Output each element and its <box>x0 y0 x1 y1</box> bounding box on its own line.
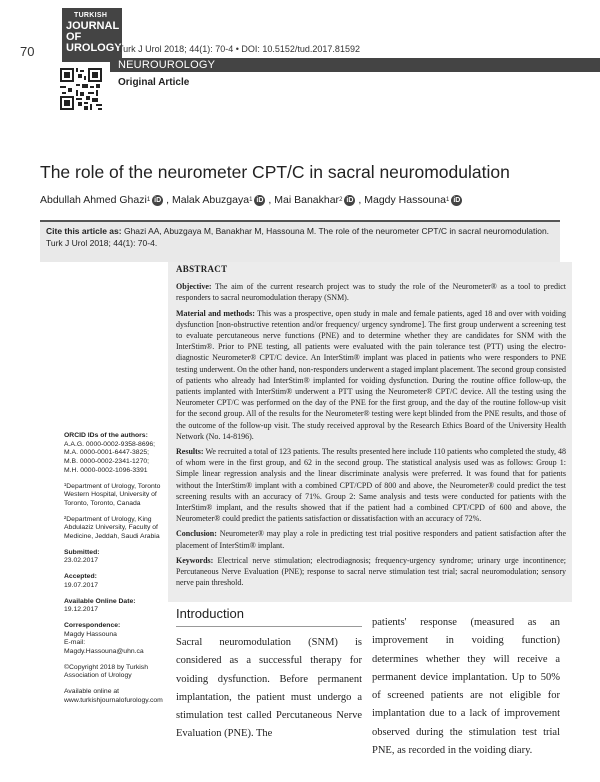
journal-citation: Turk J Urol 2018; 44(1): 70-4 • DOI: 10.5152/tud.2017.81592 <box>118 44 360 54</box>
orcid-label: ORCID IDs of the authors: <box>64 432 148 439</box>
affiliation-1: ¹Department of Urology, Toronto Western Hospital, University of Toronto, Toronto, Canada <box>64 482 161 507</box>
journal-logo-line1: TURKISH <box>74 12 108 19</box>
orcid-icon[interactable]: iD <box>256 196 264 204</box>
author-affiliation: 1 <box>146 197 151 203</box>
cite-text: Ghazi AA, Abuzgaya M, Banakhar M, Hassouna M. The role of the neurometer CPT/C in sacral neuromodulation. Turk J Urol 2018; 44(1): 70-4. <box>46 226 550 248</box>
correspondence-email[interactable]: Magdy.Hassouna@uhn.ca <box>64 648 144 656</box>
author-affiliation: 1 <box>249 197 253 203</box>
author-name: Abdullah Ahmed Ghazi <box>40 194 147 206</box>
heading-divider <box>176 626 362 627</box>
journal-logo <box>62 8 122 62</box>
abstract-keywords: Keywords: Electrical nerve stimulation; electrodiagnosis; frequency-urgency syndrome; urinary urge incontinence; Percutaneous Nerve Evaluation (PNE); response to sacral nerve stimulation test trial; sacral neuromodulation; sensory nerve pain threshold. <box>176 555 566 588</box>
cite-label: Cite this article as: <box>46 226 122 236</box>
introduction-heading: Introduction <box>176 606 244 621</box>
article-sidebar <box>64 432 166 713</box>
journal-url-link[interactable]: www.turkishjournalofurology.com <box>64 696 163 704</box>
author-list: Abdullah Ahmed Ghazi 1 iD , Malak Abuzgaya 1 iD , Mai Banakhar 2 iD , Magdy Hassouna 1 iD <box>40 194 461 206</box>
orcid-line: A.A.G. 0000-0002-9358-8696; <box>64 440 156 448</box>
journal-logo-line3: UROLOGY <box>66 41 122 54</box>
abstract-objective: Objective: The aim of the current research project was to study the role of the Neurometer® as a tool to predict responders to sacral neuromodulation therapy (SNM). <box>176 282 566 303</box>
section-bar <box>110 58 600 72</box>
article-title: The role of the neurometer CPT/C in sacral neuromodulation <box>40 162 510 182</box>
article-type: Original Article <box>118 77 190 88</box>
submitted-date: Submitted: 23.02.2017 <box>64 548 100 565</box>
orcid-block <box>64 432 166 476</box>
abstract-methods: Material and methods: This was a prospective, open study in male and female patients, aged 18 and over with voiding dysfunction [non-obstructive retention and/or frequency/ urgency syndrome]. The first group underwent a screening test to evaluate percutaneous nerve functions (PNE) and to determine whether they are candidates for SNM with the InterStim®. Prior to PNE testing, all patients were evaluated with the pain tolerance test (PTT) using the electro-diagnostic Neurometer® CPT/C device. An InterStim® implant was placed in patients who were responders to PNE testing underwent. On the other hand, non-responders underwent a staged implant placement. The second group consisted of patients who already had InterStim® implanted for voiding dysfunction. During the routine office follow-up, the patients implanted with InterStim® underwent a PTT using the Neurometer® CPT/C device. All the testing using the Neurometer CPT/C was performed on the day of the PNE for the first group, and the day of the routine follow-up visit for the second group. All of the results for the Neurometer® testing were kept blinded from the PNE results, and those of the outcome of the follow-up visit. The study received approval by the Research Ethics Board of the University Health Network (No. 14-8196). <box>176 308 567 441</box>
available-online: Available online at www.turkishjournalofurology.com <box>64 688 163 704</box>
copyright: ©Copyright 2018 by Turkish Association of Urology <box>64 663 148 680</box>
orcid-line: M.H. 0000-0002-1096-3391 <box>64 466 148 474</box>
online-date: Available Online Date: 19.12.2017 <box>64 597 136 614</box>
correspondence: Correspondence: Magdy Hassouna E-mail: Magdy.Hassouna@uhn.ca <box>64 621 144 656</box>
section-label: NEUROUROLOGY <box>118 59 216 71</box>
orcid-icon[interactable]: iD <box>154 196 162 204</box>
accepted-date: Accepted: 19.07.2017 <box>64 573 99 589</box>
author-name: Mai Banakhar <box>274 194 340 206</box>
journal-logo-line2: JOURNAL OF <box>66 19 119 43</box>
abstract-results: Results: We recruited a total of 123 patients. The results presented here include 110 patients who completed the study, 48 of whom were in the first group, and 62 in the second group. The statistical analysis used was as follows: Group 1: Simple linear regression analysis and the linear discriminate analysis were preferred. It was found that for patients without the InterStim® implant with a combined CPT/CPD of 800 and above, the Neurometer® could predict the test screening results with an accuracy of 71%. Group 2: Same analysis and tests were conducted for patients with the InterStim® implant, and the results showed that if the patient had a combined CPT/CPD of 600 and above, the Neurometer® could predict the patients satisfaction or dissatisfaction with an accuracy of 72%. <box>176 447 566 524</box>
author-name: Malak Abuzgaya <box>172 194 250 206</box>
orcid-line: M.A. 0000-0001-6447-3825; <box>64 449 150 457</box>
author-name: Magdy Hassouna <box>364 194 446 206</box>
orcid-icon[interactable]: iD <box>453 196 461 204</box>
abstract-conclusion: Conclusion: Neurometer® may play a role in predicting test trial positive responders and patient satisfaction after the placement of InterStim® implant. <box>176 529 566 550</box>
abstract-box <box>168 262 572 602</box>
qr-code-icon <box>60 68 102 110</box>
intro-column-1: Sacral neuromodulation (SNM) is considered as a successful therapy for voiding dysfunction. Before permanent implantation, the patient must undergo a stimulation test called Percutaneous Nerve Evaluation (PNE). The <box>176 637 362 740</box>
affiliation-2: ²Department of Urology, King Abdulaziz University, Faculty of Medicine, Jeddah, Saudi Arabia <box>64 515 160 541</box>
author-affiliation: 1 <box>445 197 450 203</box>
abstract-heading: ABSTRACT <box>176 264 228 274</box>
cite-box <box>40 220 560 262</box>
page-number: 70 <box>20 44 35 59</box>
author-affiliation: 2 <box>339 197 343 203</box>
orcid-icon[interactable]: iD <box>346 196 354 204</box>
intro-column-2: patients' response (measured as an improvement in voiding function) determines whether they will receive a permanent device implantation. Up to 50% of screened patients are not eligible for implantation due to a lack of improvement observed during the stimulation test trial PNE, as recorded in the voiding diary. <box>372 617 560 757</box>
orcid-line: M.B. 0000-0002-2341-1270; <box>64 458 150 466</box>
